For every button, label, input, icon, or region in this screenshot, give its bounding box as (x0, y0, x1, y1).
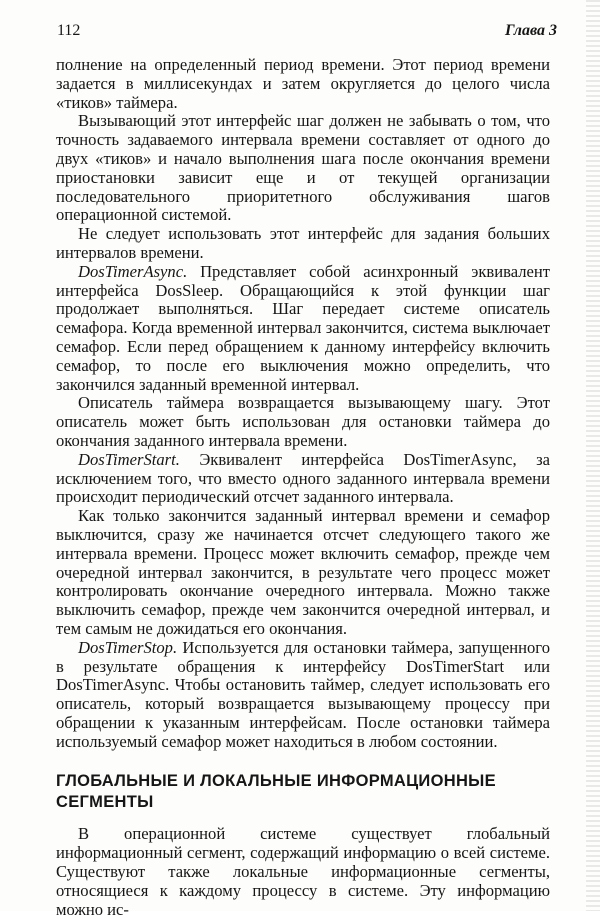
page-number: 112 (57, 22, 81, 39)
paragraph-continuation: полнение на определенный период времени. Этот период времени задается в миллисекундах и затем округляется до целого числа «тиков» таймера. (56, 55, 550, 112)
paragraph-timer-handle: Описатель таймера возвращается вызывающему шагу. Этот описатель может быть использован для остановки таймера до окончания заданного интервала времени. (56, 393, 550, 450)
paragraph-large-intervals: Не следует использовать этот интерфейс для задания больших интервалов времени. (56, 224, 550, 262)
paragraph-information-segments: В операционной системе существует глобальный информационный сегмент, содержащий информацию о всей системе. Существуют также локальные информационные сегменты, относящиеся к каждому процессу в системе. Эту информацию можно ис- (56, 824, 550, 919)
dostimerasync-description: Представляет собой асинхронный эквивалент интерфейса DosSleep. Обращающийся к этой функции шаг продолжает выполняться. Шаг передает системе описатель семафора. Когда временной интервал закончится, система выключает семафор. Если перед обращением к данному интерфейсу включить семафор, то после его выключения можно определить, что закончился заданный временной интервал. (56, 261, 550, 394)
term-dostimerstop: DosTimerStop. (78, 637, 178, 657)
page-body (56, 56, 550, 919)
paragraph-dostimerstart (56, 451, 550, 507)
dostimerstop-description: Используется для остановки таймера, запущенного в результате обращения к интерфейсу DosTimerStart или DosTimerAsync. Чтобы остановить таймер, следует использовать его описатель, который возвращается вызывающему процессу при обращении к указанным интерфейсам. После остановки таймера используемый семафор может находиться в любом состоянии. (56, 637, 551, 751)
page-edge-shadow (586, 0, 600, 911)
chapter-title: Глава 3 (504, 22, 557, 39)
section-heading: ГЛОБАЛЬНЫЕ И ЛОКАЛЬНЫЕ ИНФОРМАЦИОННЫЕ СЕГМЕНТЫ (56, 772, 496, 812)
term-dostimerstart: DosTimerStart. (78, 449, 180, 469)
paragraph-periodic-semaphore: Как только закончится заданный интервал времени и семафор выключится, сразу же начинается отсчет следующего такого же интервала времени. Процесс может включить семафор, прежде чем очередной интервал закончится, в результате чего процесс может контролировать окончание очередного интервала. Можно также выключить семафор, прежде чем закончится очередной интервал, и тем самым не дожидаться его окончания. (56, 506, 550, 638)
paragraph-precision: Вызывающий этот интерфейс шаг должен не забывать о том, что точность задаваемого интервала времени составляет от одного до двух «тиков» и начало выполнения шага после окончания времени приостановки зависит еще и от текущей организации последовательного приоритетного обслуживания шагов операционной системой. (56, 111, 550, 225)
term-dostimerasync: DosTimerAsync. (78, 261, 188, 281)
paragraph-dostimerasync (56, 263, 550, 395)
paragraph-dostimerstop (56, 639, 550, 752)
dostimerstart-description: Эквивалент интерфейса DosTimerAsync, за исключением того, что вместо одного заданного интервала времени происходит периодический отсчет заданного интервала. (56, 449, 550, 507)
